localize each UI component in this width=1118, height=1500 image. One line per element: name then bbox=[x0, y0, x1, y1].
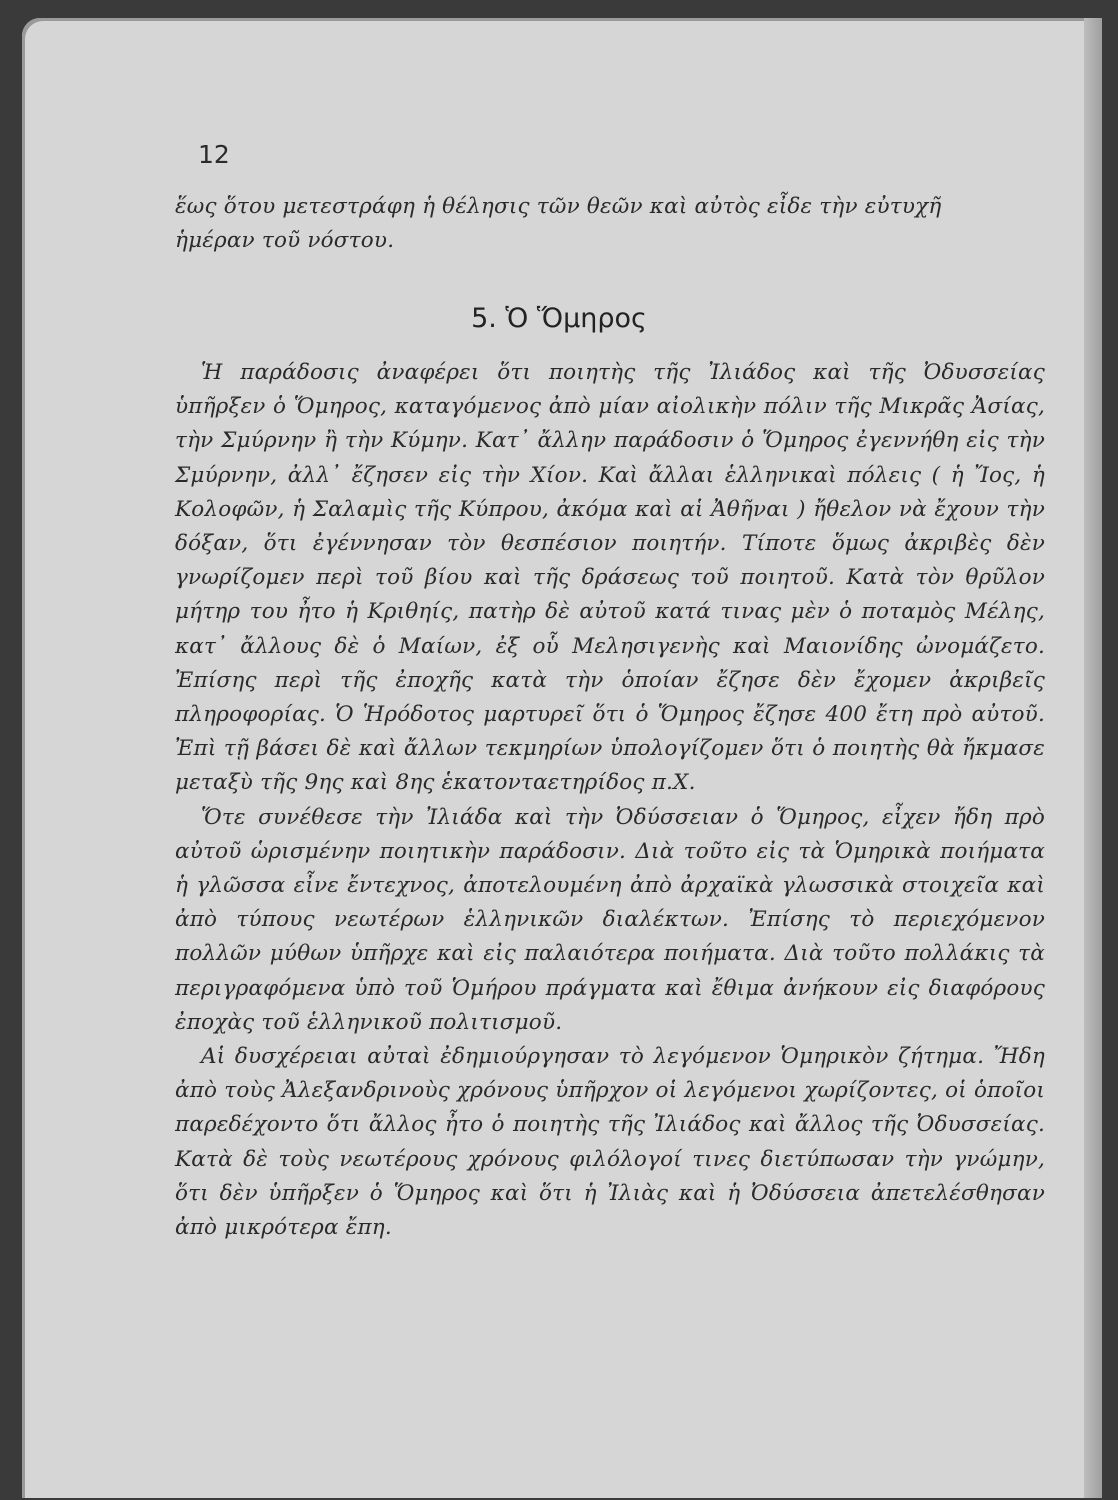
body-text bbox=[175, 356, 1045, 1245]
page-edge bbox=[1084, 18, 1102, 1498]
paragraph: Ἡ παράδοσις ἀναφέρει ὅτι ποιητὴς τῆς Ἰλιάδος καὶ τῆς Ὀδυσσείας ὑπῆρξεν ὁ Ὅμηρος, καταγόμενος ἀπὸ μίαν αἰολικὴν πόλιν τῆς Μικρᾶς Ἀσίας, τὴν Σμύρνην ἢ τὴν Κύμην. Κατ᾽ ἄλλην παράδοσιν ὁ Ὅμηρος ἐγεννήθη εἰς τὴν Σμύρνην, ἀλλ᾽ ἔζησεν εἰς τὴν Χίον. Καὶ ἄλλαι ἑλληνικαὶ πόλεις ( ἡ Ἴος, ἡ Κολοφῶν, ἡ Σαλαμὶς τῆς Κύπρου, ἀκόμα καὶ αἱ Ἀθῆναι ) ἤθελον νὰ ἔχουν τὴν δόξαν, ὅτι ἐγέννησαν τὸν θεσπέσιον ποιητήν. Τίποτε ὅμως ἀκριβὲς δὲν γνωρίζομεν περὶ τοῦ βίου καὶ τῆς δράσεως τοῦ ποιητοῦ. Κατὰ τὸν θρῦλον μήτηρ του ἦτο ἡ Κριθηίς, πατὴρ δὲ αὐτοῦ κατά τινας μὲν ὁ ποταμὸς Μέλης, κατ᾽ ἄλλους δὲ ὁ Μαίων, ἐξ οὗ Μελησιγενὴς καὶ Μαιονίδης ὠνομάζετο. Ἐπίσης περὶ τῆς ἐποχῆς κατὰ τὴν ὁποίαν ἔζησε δὲν ἔχομεν ἀκριβεῖς πληροφορίας. Ὁ Ἡρόδοτος μαρτυρεῖ ὅτι ὁ Ὅμηρος ἔζησε 400 ἔτη πρὸ αὐτοῦ. Ἐπὶ τῇ βάσει δὲ καὶ ἄλλων τεκμηρίων ὑπολογίζομεν ὅτι ὁ ποιητὴς θὰ ἤκμασε μεταξὺ τῆς 9ης καὶ 8ης ἑκατονταετηρίδος π.Χ. bbox=[175, 360, 1045, 796]
intro-line: ἕως ὅτου μετεστράφη ἡ θέλησις τῶν θεῶν καὶ αὐτὸς εἶδε τὴν εὐτυχῆ bbox=[175, 194, 942, 219]
section-heading: 5. Ὁ Ὅμηρος bbox=[471, 303, 647, 334]
page-number: 12 bbox=[198, 140, 230, 169]
intro-line: ἡμέραν τοῦ νόστου. bbox=[175, 228, 395, 254]
paragraph: Αἱ δυσχέρειαι αὐταὶ ἐδημιούργησαν τὸ λεγόμενον Ὁμηρικὸν ζήτημα. Ἤδη ἀπὸ τοὺς Ἀλεξανδρινοὺς χρόνους ὑπῆρχον οἱ λεγόμενοι χωρίζοντες, οἱ ὁποῖοι παρεδέχοντο ὅτι ἄλλος ἦτο ὁ ποιητὴς τῆς Ἰλιάδος καὶ ἄλλος τῆς Ὀδυσσείας. Κατὰ δὲ τοὺς νεωτέρους χρόνους φιλόλογοί τινες διετύπωσαν τὴν γνώμην, ὅτι δὲν ὑπῆρξεν ὁ Ὅμηρος καὶ ὅτι ἡ Ἰλιὰς καὶ ἡ Ὀδύσσεια ἀπετελέσθησαν ἀπὸ μικρότερα ἔπη. bbox=[175, 1044, 1045, 1241]
intro-text bbox=[175, 190, 1045, 258]
paragraph: Ὅτε συνέθεσε τὴν Ἰλιάδα καὶ τὴν Ὀδύσσειαν ὁ Ὅμηρος, εἶχεν ἤδη πρὸ αὐτοῦ ὡρισμένην ποιητικὴν παράδοσιν. Διὰ τοῦτο εἰς τὰ Ὁμηρικὰ ποιήματα ἡ γλῶσσα εἶνε ἔντεχνος, ἀποτελουμένη ἀπὸ ἀρχαϊκὰ γλωσσικὰ στοιχεῖα καὶ ἀπὸ τύπους νεωτέρων ἑλληνικῶν διαλέκτων. Ἐπίσης τὸ περιεχόμενον πολλῶν μύθων ὑπῆρχε καὶ εἰς παλαιότερα ποιήματα. Διὰ τοῦτο πολλάκις τὰ περιγραφόμενα ὑπὸ τοῦ Ὁμήρου πράγματα καὶ ἔθιμα ἀνήκουν εἰς διαφόρους ἐποχὰς τοῦ ἑλληνικοῦ πολιτισμοῦ. bbox=[175, 804, 1045, 1035]
